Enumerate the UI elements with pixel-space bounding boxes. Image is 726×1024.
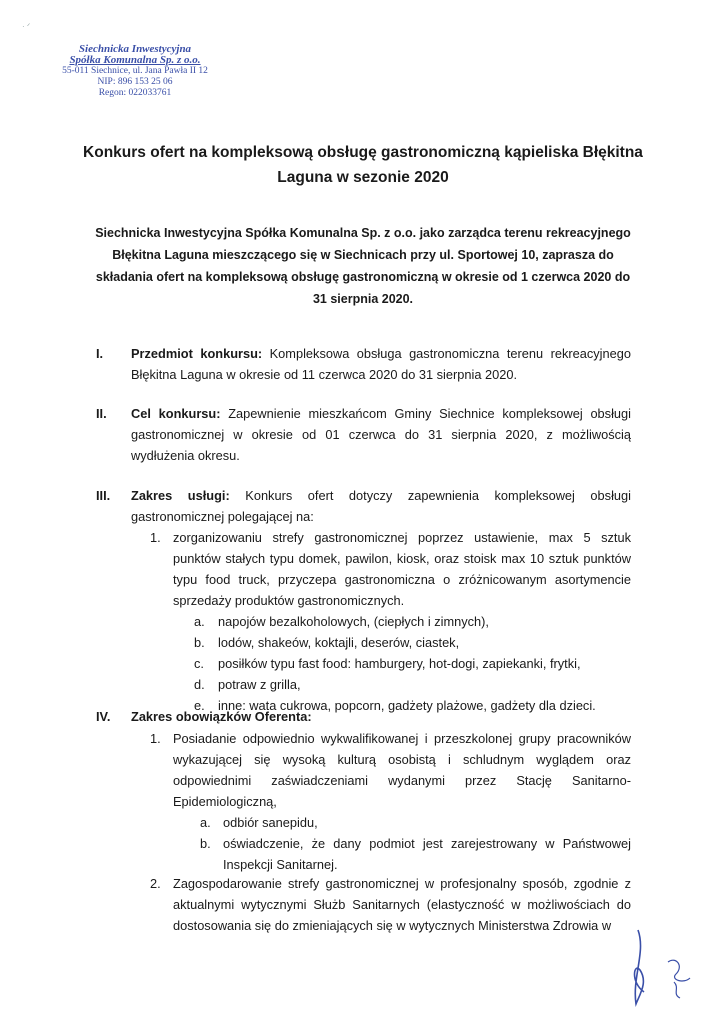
title-line-2: Laguna w sezonie 2020 — [277, 169, 449, 186]
section-4-item-1-number: 1. — [150, 731, 161, 746]
intro-line-1: Siechnicka Inwestycyjna Spółka Komunalna Sp. z o.o. jako zarządca terenu rekreacyjnego — [95, 226, 631, 240]
section-4-item-2-number: 2. — [150, 876, 161, 891]
sublist-letter: a. — [194, 614, 205, 629]
document-title — [80, 140, 646, 190]
sublist-item: lodów, shakeów, koktajli, deserów, ciastek, — [218, 635, 460, 650]
sublist-letter: b. — [194, 635, 205, 650]
sublist-letter: e. — [194, 698, 205, 713]
section-2-label: Cel konkursu: — [131, 406, 221, 421]
scan-mark: · ᐟ — [22, 22, 31, 31]
intro-line-3: składania ofert na kompleksową obsługę gastronomiczną w okresie od 1 czerwca 2020 do — [95, 270, 631, 284]
sublist-letter: a. — [200, 815, 211, 830]
sublist-letter: c. — [194, 656, 204, 671]
section-4-item-2-text: Zagospodarowanie strefy gastronomicznej w profesjonalny sposób, zgodnie z aktualnymi wytycznymi Służb Sanitarnych (elastyczność w możliwościach do dostosowania się do zmieniających się w wytycznych Ministerstwa Zdrowia w — [173, 876, 631, 933]
sublist-letter: d. — [194, 677, 205, 692]
sublist-item: odbiór sanepidu, — [223, 815, 318, 830]
section-2-content: Zapewnienie mieszkańcom Gminy Siechnice kompleksowej obsługi gastronomicznej w okresie od 01 czerwca do 31 sierpnia 2020, z możliwością wydłużenia okresu. — [131, 406, 631, 463]
section-2-text — [131, 403, 631, 466]
section-3-item-1-text: zorganizowaniu strefy gastronomicznej poprzez ustawienie, max 5 sztuk punktów stałych typu domek, pawilon, kiosk, oraz stoisk max 10 sztuk punktów typu food truck, przyczepa gastronomiczna o zróżnicowanym asortymencie sprzedaży produktów gastronomicznych. — [173, 530, 631, 608]
sublist-item: inne: wata cukrowa, popcorn, gadżety plażowe, gadżety dla dzieci. — [218, 698, 596, 713]
section-3-item-1-number: 1. — [150, 530, 161, 545]
stamp-regon: Regon: 022033761 — [98, 88, 172, 98]
section-1-text — [131, 343, 631, 385]
section-4-number: IV. — [96, 709, 111, 724]
section-3-number: III. — [96, 488, 111, 503]
section-3-text — [131, 485, 631, 527]
section-2-number: II. — [96, 406, 107, 421]
section-1-number: I. — [96, 346, 104, 361]
sublist-item: potraw z grilla, — [218, 677, 301, 692]
section-1-label: Przedmiot konkursu: — [131, 346, 263, 361]
stamp-line-1: Siechnicka Inwestycyjna — [78, 43, 192, 55]
section-3-label: Zakres usługi: — [131, 488, 230, 503]
intro-line-2: Błękitna Laguna mieszczącego się w Siechnicach przy ul. Sportowej 10, zaprasza do — [112, 248, 614, 262]
sublist-item: oświadczenie, że dany podmiot jest zarejestrowany w Państwowej Inspekcji Sanitarnej. — [223, 836, 631, 872]
sublist-item: napojów bezalkoholowych, (ciepłych i zimnych), — [218, 614, 489, 629]
intro-line-4: 31 sierpnia 2020. — [312, 292, 414, 306]
sublist-letter: b. — [200, 836, 211, 851]
sublist-item: posiłków typu fast food: hamburgery, hot-dogi, zapiekanki, frytki, — [218, 656, 581, 671]
company-stamp — [40, 44, 230, 99]
intro-paragraph — [80, 222, 646, 310]
stamp-address: 55-011 Siechnice, ul. Jana Pawła II 12 — [62, 66, 208, 76]
section-4-item-1-text: Posiadanie odpowiednio wykwalifikowanej i przeszkolonej grupy pracowników wykazującej się wysoką kulturą osobistą i schludnym wyglądem oraz odpowiednimi zaświadczeniami wydanymi przez Stację Sanitarno-Epidemiologiczną, — [173, 731, 631, 809]
section-1-content: Kompleksowa obsługa gastronomiczna terenu rekreacyjnego Błękitna Laguna w okresie od 11 czerwca 2020 do 31 sierpnia 2020. — [131, 346, 631, 382]
stamp-nip: NIP: 896 153 25 06 — [97, 77, 173, 87]
title-line-1: Konkurs ofert na kompleksową obsługę gastronomiczną kąpieliska Błękitna — [83, 144, 643, 161]
signature-initials — [610, 922, 710, 1012]
section-4-label: Zakres obowiązków Oferenta: — [131, 709, 312, 724]
stamp-line-2: Spółka Komunalna Sp. z o.o. — [69, 54, 201, 66]
section-3-content: Konkurs ofert dotyczy zapewnienia kompleksowej obsługi gastronomicznej polegającej na: — [131, 488, 631, 524]
